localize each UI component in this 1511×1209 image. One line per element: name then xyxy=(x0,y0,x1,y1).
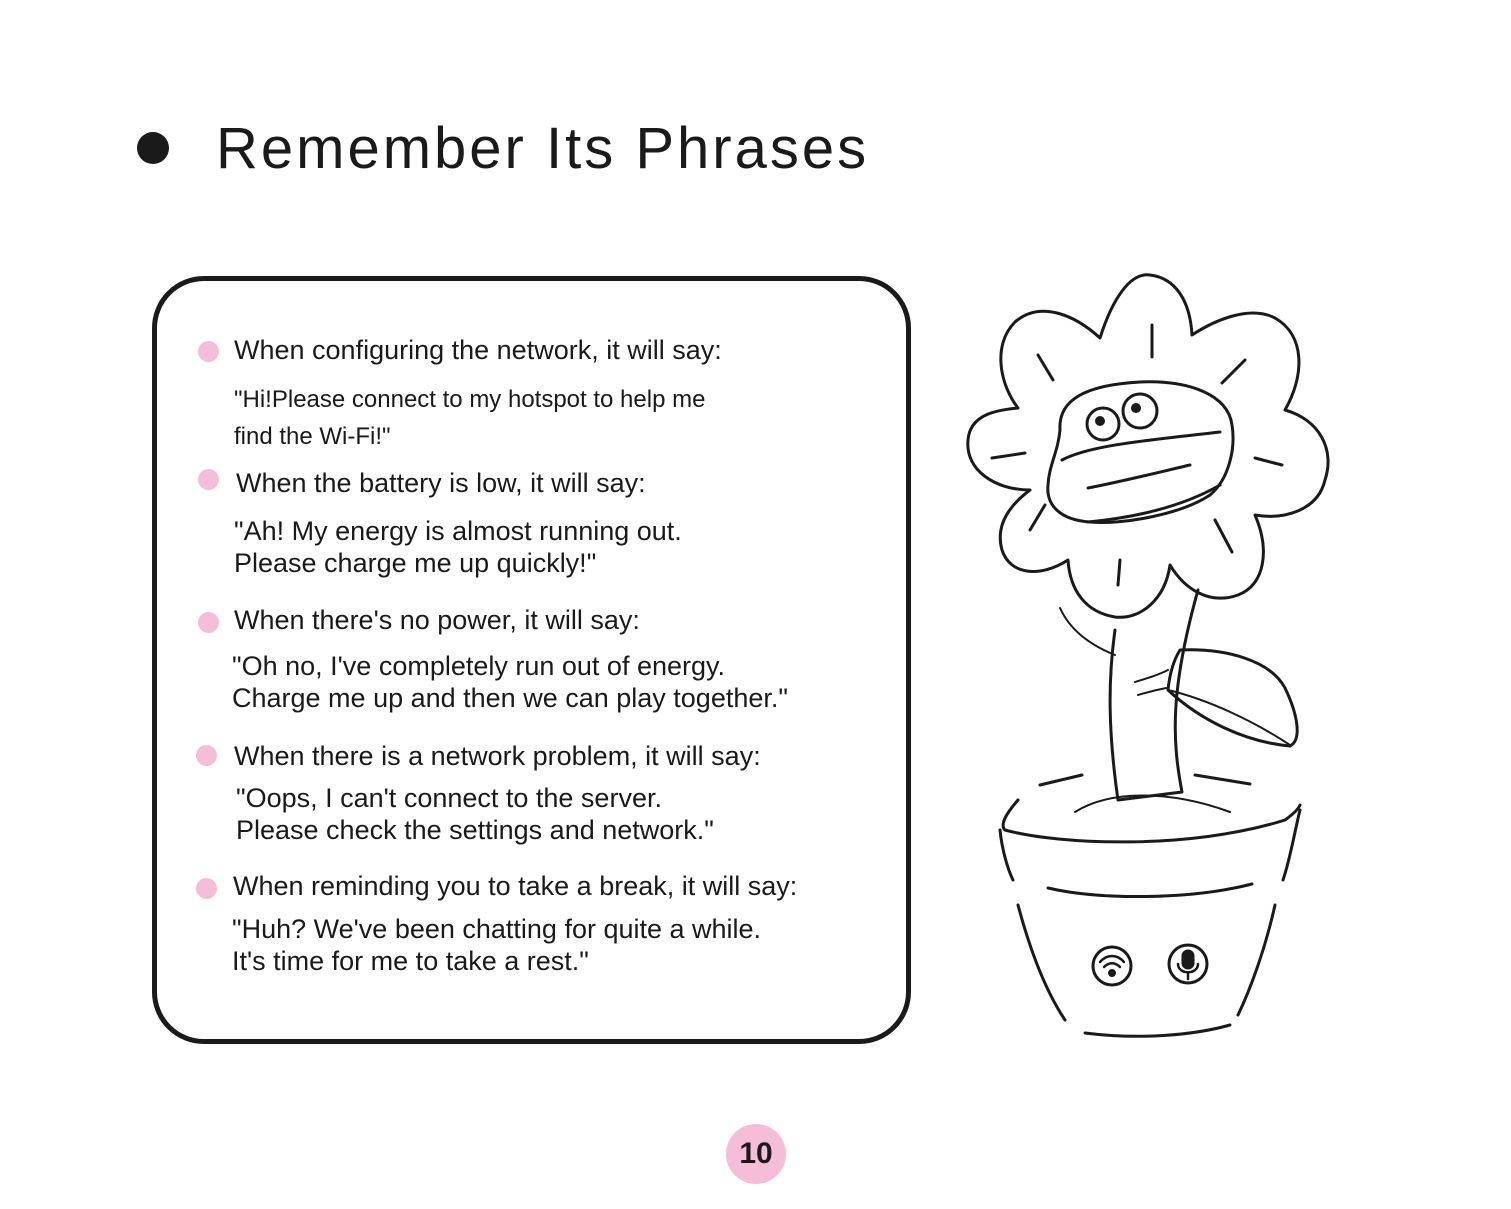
quote-line: find the Wi-Fi!" xyxy=(234,423,391,450)
page-number-badge xyxy=(726,1124,786,1184)
pink-bullet-dot xyxy=(196,878,217,899)
page-number: 10 xyxy=(739,1137,773,1170)
quote-line: Charge me up and then we can play together." xyxy=(232,683,788,713)
phrase-quote xyxy=(234,381,705,455)
quote-line: "Oh no, I've completely run out of energy. xyxy=(232,651,726,681)
pink-bullet-dot xyxy=(196,745,217,766)
title-bullet-dot xyxy=(137,132,169,164)
quote-line: "Hi!Please connect to my hotspot to help me xyxy=(234,386,706,413)
phrase-condition: When there's no power, it will say: xyxy=(234,605,640,635)
phrase-quote xyxy=(232,913,761,977)
flower-pot xyxy=(1003,800,1300,842)
phrase-condition: When reminding you to take a break, it will say: xyxy=(233,871,798,901)
phrase-quote xyxy=(236,782,714,846)
pink-bullet-dot xyxy=(198,612,219,633)
pink-bullet-dot xyxy=(198,341,219,362)
dancing-flower-illustration xyxy=(950,265,1350,1055)
phrase-condition: When configuring the network, it will say: xyxy=(234,335,722,365)
phrase-quote xyxy=(234,515,682,579)
flower-face xyxy=(1048,382,1233,523)
flower-leaf xyxy=(1168,650,1297,746)
quote-line: "Oops, I can't connect to the server. xyxy=(236,783,662,813)
quote-line: It's time for me to take a rest." xyxy=(232,946,589,976)
phrase-condition: When the battery is low, it will say: xyxy=(236,468,646,498)
phrase-quote xyxy=(232,650,788,714)
quote-line: "Ah! My energy is almost running out. xyxy=(234,516,682,546)
flower-petals-outline xyxy=(968,275,1328,618)
page-title: Remember Its Phrases xyxy=(216,116,870,181)
quote-line: Please charge me up quickly!" xyxy=(234,548,597,578)
pink-bullet-dot xyxy=(198,469,219,490)
quote-line: "Huh? We've been chatting for quite a while. xyxy=(232,914,762,944)
quote-line: Please check the settings and network." xyxy=(236,815,714,845)
phrase-condition: When there is a network problem, it will say: xyxy=(234,741,761,771)
wifi-icon xyxy=(1093,947,1131,985)
